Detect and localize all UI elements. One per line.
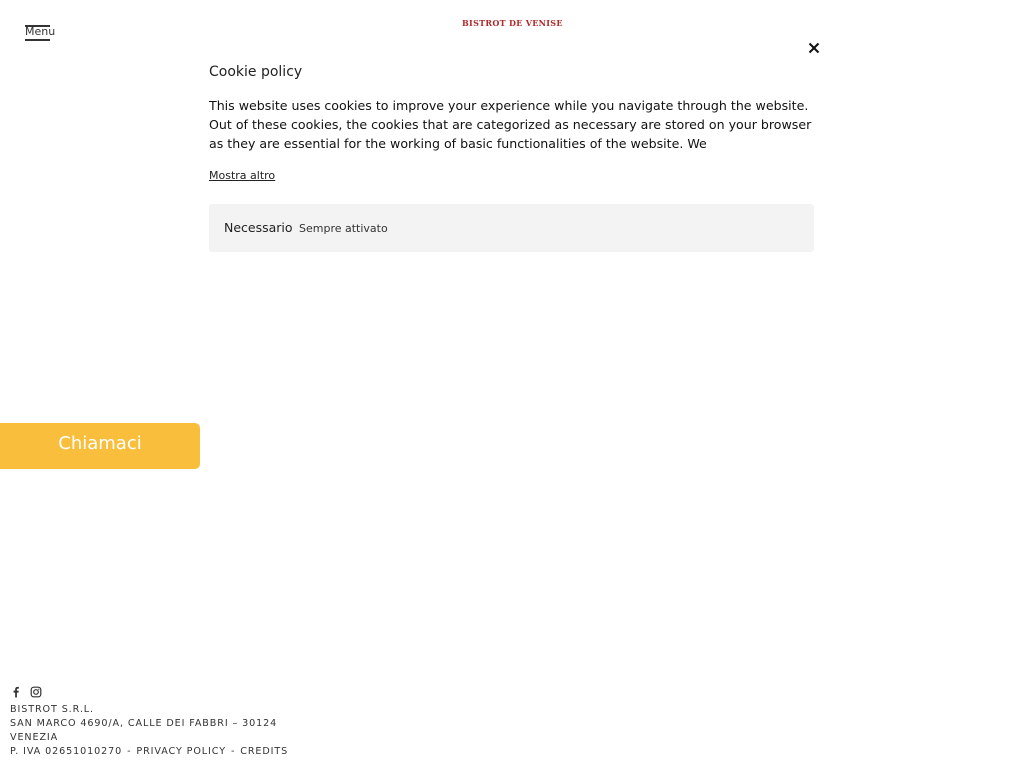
footer-separator: - xyxy=(127,746,132,757)
menu-label: Menu xyxy=(25,25,56,38)
site-logo[interactable]: BISTROT DE VENISE xyxy=(462,18,563,28)
show-more-link[interactable]: Mostra altro xyxy=(209,169,276,182)
vat-number: P. IVA 02651010270 xyxy=(10,746,123,757)
cookie-category-status: Sempre attivato xyxy=(299,222,388,235)
footer-bottom-line xyxy=(10,745,300,759)
address-line-2: VENEZIA xyxy=(10,732,59,743)
close-icon xyxy=(806,40,822,56)
credits-link[interactable]: CREDITS xyxy=(240,746,289,757)
address-line-1: SAN MARCO 4690/A, CALLE DEI FABBRI – 30124 xyxy=(10,718,278,729)
close-button[interactable] xyxy=(806,40,822,56)
instagram-icon[interactable] xyxy=(30,683,42,695)
menu-button[interactable] xyxy=(25,24,59,42)
cookie-policy-text: This website uses cookies to improve your experience while you navigate through the website. Out of these cookies, the cookies that are categorized as necessary are stored on your browser as they are essential for the working of basic functionalities of the website. We xyxy=(209,98,812,151)
cookie-policy-title: Cookie policy xyxy=(209,64,303,80)
privacy-policy-link[interactable]: PRIVACY POLICY xyxy=(136,746,226,757)
footer-separator: - xyxy=(230,746,236,757)
company-name: BISTROT S.R.L. xyxy=(10,704,94,715)
facebook-icon[interactable] xyxy=(10,683,22,695)
footer-info xyxy=(10,703,300,759)
cookie-category-necessary[interactable] xyxy=(209,204,814,252)
hamburger-icon-line xyxy=(25,39,50,41)
call-button[interactable]: Chiamaci xyxy=(0,423,200,469)
cookie-category-title: Necessario xyxy=(224,220,293,235)
